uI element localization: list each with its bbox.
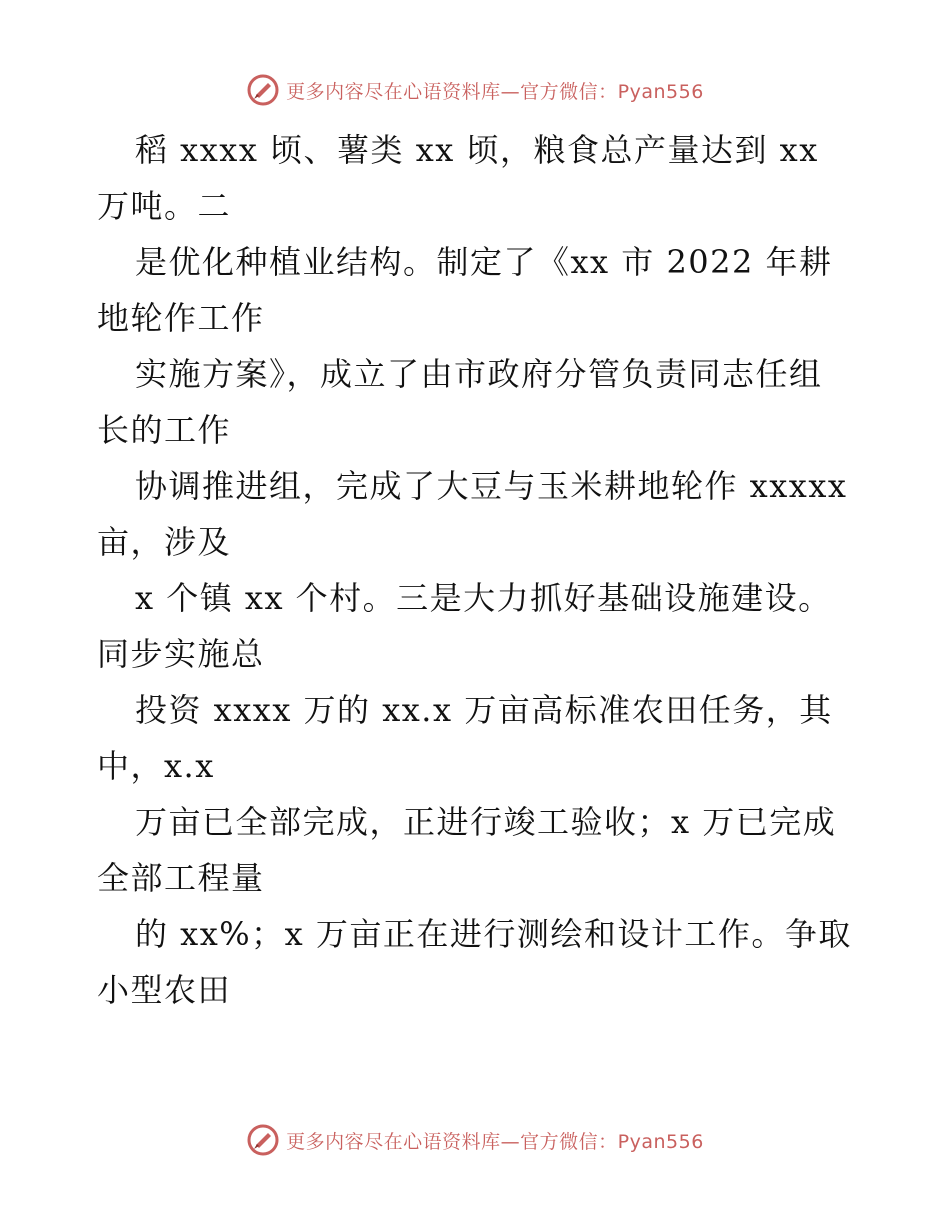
logo-icon bbox=[246, 73, 280, 107]
footer-banner bbox=[0, 1120, 950, 1160]
text-line: 是优化种植业结构。制定了《xx 市 2022 年耕 bbox=[135, 243, 833, 281]
text-line: 协调推进组，完成了大豆与玉米耕地轮作 xxxxx bbox=[135, 467, 848, 505]
text-line: 亩，涉及 bbox=[97, 523, 232, 561]
header-banner bbox=[0, 70, 950, 110]
logo-icon bbox=[246, 1123, 280, 1157]
text-line: 投资 xxxx 万的 xx.x 万亩高标准农田任务，其 bbox=[135, 691, 833, 729]
header-banner-text: 更多内容尽在心语资料库—官方微信：Pyan556 bbox=[286, 80, 704, 103]
text-line: 中，x.x bbox=[97, 747, 215, 785]
text-line: 全部工程量 bbox=[97, 859, 265, 897]
text-line: 万吨。二 bbox=[97, 187, 232, 225]
text-line: 地轮作工作 bbox=[97, 299, 265, 337]
text-line: 的 xx%；x 万亩正在进行测绘和设计工作。争取 bbox=[135, 915, 852, 953]
text-line: 实施方案》，成立了由市政府分管负责同志任组 bbox=[135, 355, 823, 393]
footer-banner-text: 更多内容尽在心语资料库—官方微信：Pyan556 bbox=[286, 1130, 704, 1153]
text-line: x 个镇 xx 个村。三是大力抓好基础设施建设。 bbox=[135, 579, 832, 617]
text-line: 万亩已全部完成，正进行竣工验收；x 万已完成 bbox=[135, 803, 837, 841]
text-line: 小型农田 bbox=[97, 971, 232, 1009]
text-line: 同步实施总 bbox=[97, 635, 265, 673]
text-line: 长的工作 bbox=[97, 411, 232, 449]
text-line: 稻 xxxx 顷、薯类 xx 顷，粮食总产量达到 xx bbox=[135, 131, 819, 169]
body-text bbox=[97, 122, 857, 1018]
